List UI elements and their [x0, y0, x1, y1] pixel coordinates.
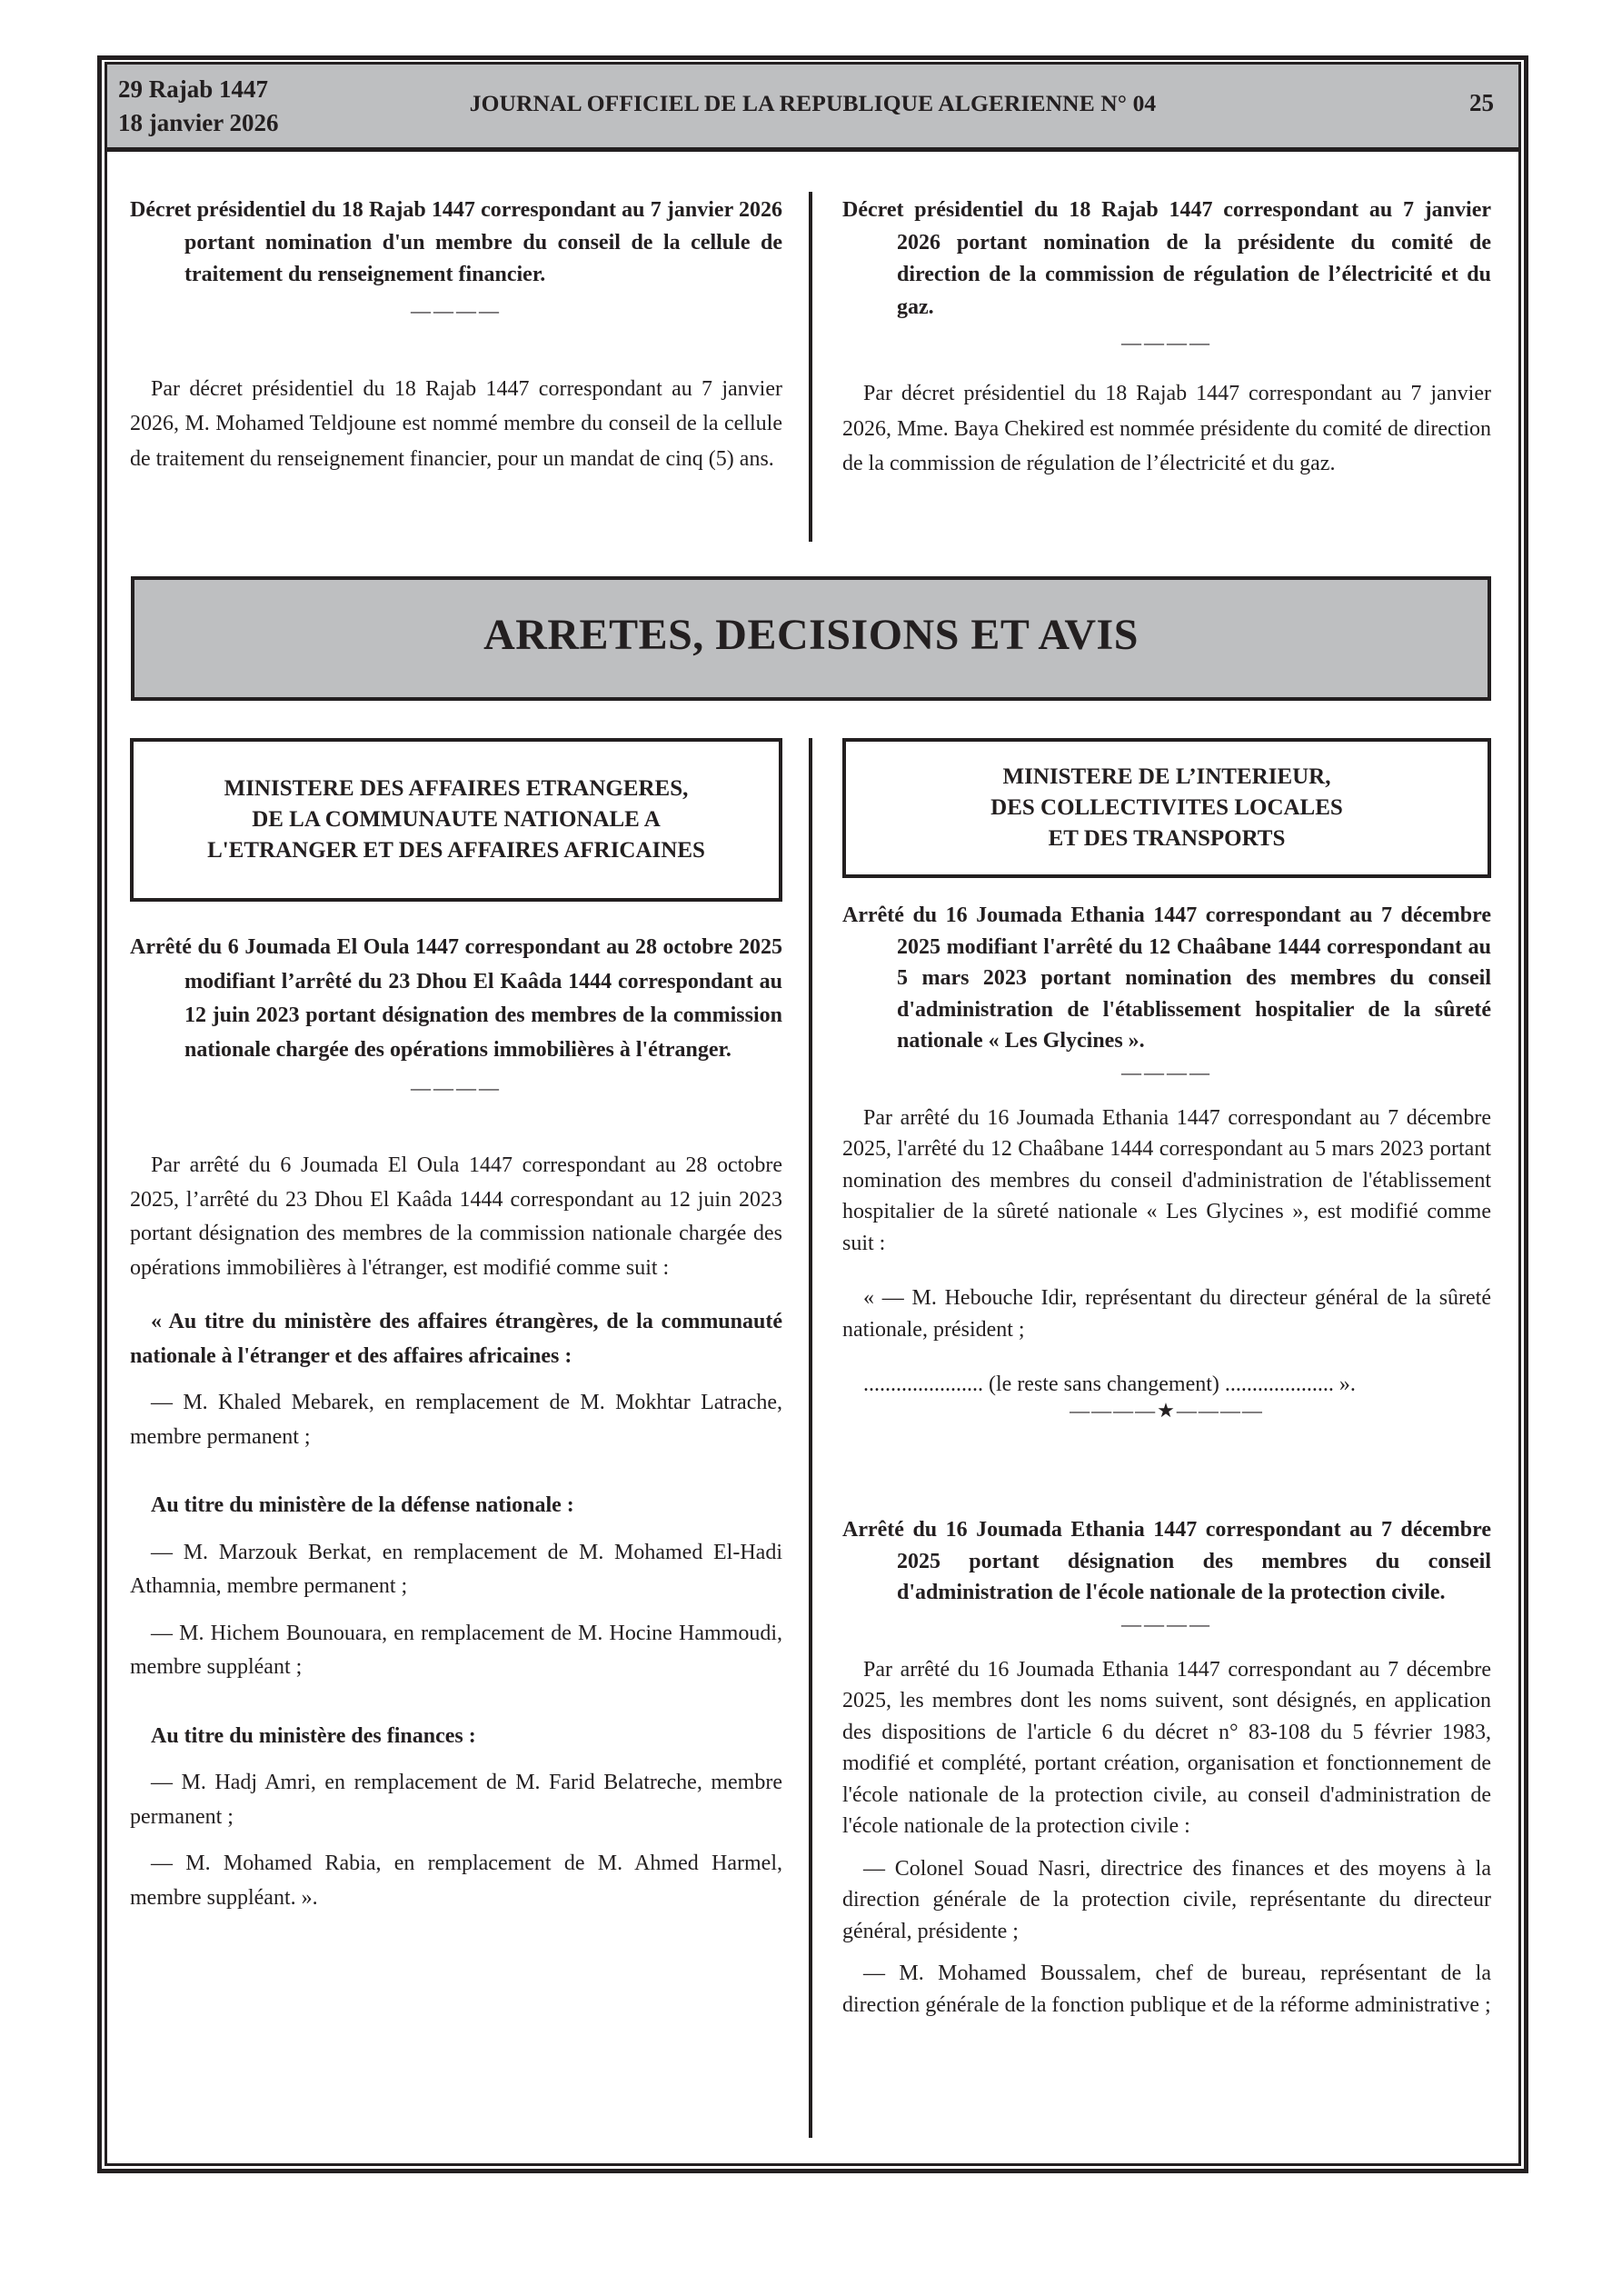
- ministry-line: DE LA COMMUNAUTE NATIONALE A: [252, 807, 661, 832]
- ministry-box-interior: [842, 738, 1491, 878]
- ministry-line: DES COLLECTIVITES LOCALES: [990, 795, 1343, 820]
- decree-chekired: [842, 195, 1491, 482]
- separator: ————: [1121, 1060, 1212, 1083]
- separator: ————: [1121, 331, 1212, 354]
- member-item: — M. Mohamed Boussalem, chef de bureau, représentant de la direction générale de la fonction publique et de la réforme administrative ;: [842, 1962, 1491, 2017]
- section-title: ARRETES, DECISIONS ET AVIS: [483, 611, 1139, 659]
- arrete-les-glycines: [842, 900, 1491, 1424]
- section-heading-defense: Au titre du ministère de la défense nationale :: [151, 1493, 574, 1517]
- member-item: — M. Khaled Mebarek, en remplacement de M. Mokhtar Latrache, membre permanent ;: [130, 1391, 782, 1449]
- column-divider-bottom: [809, 738, 812, 2138]
- page-number: 25: [1469, 89, 1494, 116]
- arrete-intro: Par arrêté du 16 Joumada Ethania 1447 correspondant au 7 décembre 2025, les membres dont les noms suivent, sont désignés, en application des dispositions de l'article 6 du décret n° 83-108 du 5 février 1983, modifié et complété, portant création, organisation et fonctionnement de l'école nationale de la protection civile, au conseil d'administration de l'école nationale de la protection civile :: [842, 1657, 1491, 1838]
- member-item: — Colonel Souad Nasri, directrice des finances et des moyens à la direction générale de la protection civile, représentante du directeur général, présidente ;: [842, 1856, 1491, 1943]
- member-item: « — M. Hebouche Idir, représentant du directeur général de la sûreté nationale, président ;: [842, 1286, 1491, 1342]
- decree-title: Décret présidentiel du 18 Rajab 1447 correspondant au 7 janvier 2026 portant nomination de la présidente du comité de direction de la commission de régulation de l’électricité et du gaz.: [842, 198, 1491, 319]
- ministry-line: MINISTERE DES AFFAIRES ETRANGERES,: [224, 776, 689, 801]
- member-item: — M. Mohamed Rabia, en remplacement de M. Ahmed Harmel, membre suppléant. ».: [130, 1852, 782, 1910]
- arrete-intro: Par arrêté du 16 Joumada Ethania 1447 correspondant au 7 décembre 2025, l'arrêté du 12 Chaâbane 1444 correspondant au 5 mars 2023 portant nomination des membres du conseil d'administration de l'établissement hospitalier de la sûreté nationale « Les Glycines », est modifié comme suit :: [842, 1105, 1491, 1255]
- arrete-protection-civile: [842, 1514, 1491, 2021]
- separator: ————: [1121, 1612, 1212, 1635]
- section-heading-finances: Au titre du ministère des finances :: [151, 1723, 476, 1748]
- arrete-title: Arrêté du 16 Joumada Ethania 1447 correspondant au 7 décembre 2025 modifiant l'arrêté du 12 Chaâbane 1444 correspondant au 5 mars 2023 portant nomination des membres du conseil d'administration de l'établissement hospitalier de la sûreté nationale « Les Glycines ».: [842, 903, 1491, 1053]
- ministry-box-foreign-affairs: [130, 738, 782, 902]
- arrete-commission-immobiliere: [130, 931, 782, 1915]
- rest-unchanged: ...................... (le reste sans changement) .................... ».: [863, 1373, 1356, 1396]
- column-divider-top: [809, 192, 812, 542]
- journal-title: JOURNAL OFFICIEL DE LA REPUBLIQUE ALGERIENNE N° 04: [469, 90, 1157, 116]
- star-separator: ————★————: [1070, 1398, 1264, 1422]
- decree-title: Décret présidentiel du 18 Rajab 1447 correspondant au 7 janvier 2026 portant nomination d'un membre du conseil de la cellule de traitement du renseignement financier.: [130, 198, 782, 286]
- gregorian-date: 18 janvier 2026: [118, 109, 279, 136]
- ministry-line: MINISTERE DE L’INTERIEUR,: [1002, 764, 1331, 789]
- section-banner: [131, 576, 1491, 701]
- decree-teldjoune: [130, 195, 782, 476]
- member-item: — M. Marzouk Berkat, en remplacement de M. Mohamed El-Hadi Athamnia, membre permanent ;: [130, 1540, 782, 1598]
- section-heading-foreign-affairs: « Au titre du ministère des affaires étrangères, de la communauté nationale à l'étranger et des affaires africaines :: [130, 1310, 782, 1368]
- ministry-line: L'ETRANGER ET DES AFFAIRES AFRICAINES: [207, 838, 705, 863]
- arrete-intro: Par arrêté du 6 Joumada El Oula 1447 correspondant au 28 octobre 2025, l’arrêté du 23 Dhou El Kaâda 1444 correspondant au 12 juin 2023 portant désignation des membres de la commission nationale chargée des opérations immobilières à l'étranger, est modifié comme suit :: [130, 1153, 782, 1280]
- arrete-title: Arrêté du 6 Joumada El Oula 1447 correspondant au 28 octobre 2025 modifiant l’arrêté du 23 Dhou El Kaâda 1444 correspondant au 12 juin 2023 portant désignation des membres de la commission nationale chargée des opérations immobilières à l'étranger.: [130, 935, 782, 1062]
- journal-header: [104, 62, 1521, 152]
- member-item: — M. Hadj Amri, en remplacement de M. Farid Belatreche, membre permanent ;: [130, 1771, 782, 1829]
- decree-body: Par décret présidentiel du 18 Rajab 1447 correspondant au 7 janvier 2026, M. Mohamed Teldjoune est nommé membre du conseil de la cellule de traitement du renseignement financier, pour un mandat de cinq (5) ans.: [130, 376, 782, 471]
- separator: ————: [411, 1076, 502, 1099]
- separator: ————: [411, 298, 502, 322]
- decree-body: Par décret présidentiel du 18 Rajab 1447 correspondant au 7 janvier 2026, Mme. Baya Chekired est nommée présidente du comité de direction de la commission de régulation de l’électricité et du gaz.: [842, 382, 1491, 475]
- member-item: — M. Hichem Bounouara, en remplacement de M. Hocine Hammoudi, membre suppléant ;: [130, 1621, 782, 1679]
- arrete-title: Arrêté du 16 Joumada Ethania 1447 correspondant au 7 décembre 2025 portant désignation des membres du conseil d'administration de l'école nationale de la protection civile.: [842, 1518, 1491, 1604]
- hijri-date: 29 Rajab 1447: [118, 75, 269, 103]
- ministry-line: ET DES TRANSPORTS: [1048, 826, 1286, 851]
